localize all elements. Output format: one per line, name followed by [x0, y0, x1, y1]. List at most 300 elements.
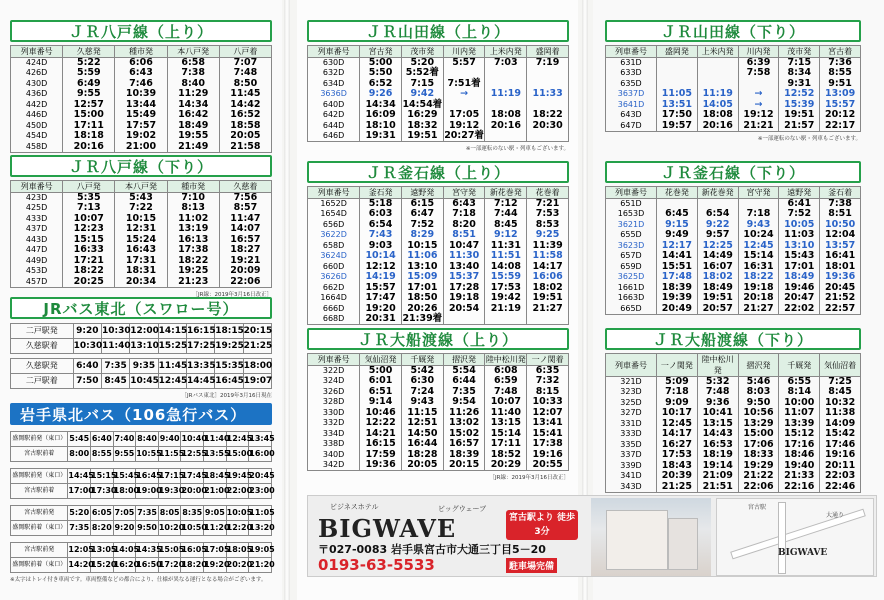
section-note: ※一部運転のない駅・列車もございます。 [465, 146, 569, 152]
time-cell: 7:38 [820, 199, 861, 210]
time-cell [485, 131, 527, 142]
time-cell: 21:21 [738, 121, 779, 132]
time-cell: 12:57 [63, 100, 115, 111]
timetable [10, 180, 272, 288]
time-cell: 8:00 [68, 447, 91, 462]
time-cell: 6:43 [443, 199, 485, 210]
time-cell: 7:19 [527, 58, 569, 69]
time-cell: 11:29 [167, 89, 219, 100]
swallow-note: ［JRバス東北］2019年3月16日現在 [181, 393, 272, 399]
column-header: 新花巻発 [697, 187, 738, 199]
table-row [308, 79, 569, 90]
time-cell: 18:02 [527, 283, 569, 294]
table-row [308, 293, 569, 304]
time-cell: 15:59 [485, 272, 527, 283]
time-cell: 9:25 [527, 230, 569, 241]
time-cell: 8:45 [820, 387, 861, 398]
table-row [308, 272, 569, 283]
train-number: 341D [606, 471, 657, 482]
time-cell: 17:11 [63, 121, 115, 132]
time-cell: 10:20 [158, 521, 181, 536]
column-header: 宮守発 [738, 187, 779, 199]
table-row [308, 220, 569, 231]
time-cell: 8:05 [158, 506, 181, 521]
table-row [11, 277, 272, 288]
time-cell: 6:40 [73, 359, 101, 374]
time-cell: 11:30 [443, 251, 485, 262]
table-row [11, 89, 272, 100]
train-number: 437D [11, 224, 63, 235]
time-cell: 14:15 [158, 324, 186, 339]
section-title: ＪＲ釜石線（上り） [307, 161, 569, 183]
time-cell: 18:52 [485, 450, 527, 461]
swallow-up-table [10, 323, 272, 354]
time-cell: 13:19 [167, 224, 219, 235]
column-header: 釜石発 [360, 187, 402, 199]
train-number: 659D [606, 262, 657, 273]
time-cell: 12:20 [226, 521, 249, 536]
time-cell [443, 314, 485, 325]
map-station-label: 宮古駅 [748, 504, 767, 511]
table-row [606, 68, 861, 79]
train-number: 666D [308, 304, 360, 315]
train-number: 647D [606, 121, 657, 132]
time-cell: 20:30 [527, 121, 569, 132]
time-cell: 17:46 [820, 440, 861, 451]
time-cell: 17:53 [657, 450, 698, 461]
table-row [308, 262, 569, 273]
header-row [11, 181, 272, 193]
time-cell: 17:30 [91, 484, 114, 499]
train-number: 327D [606, 408, 657, 419]
time-cell: 20:05 [219, 131, 271, 142]
yamada-down-section [605, 20, 861, 142]
time-cell: 12:45 [226, 432, 249, 447]
time-cell: 13:15 [697, 419, 738, 430]
time-cell: 14:35 [136, 543, 159, 558]
time-cell: 12:07 [527, 408, 569, 419]
column-header: 遠野発 [401, 187, 443, 199]
table-row [606, 209, 861, 220]
time-cell: 5:43 [115, 193, 167, 204]
time-cell: 17:11 [485, 439, 527, 450]
table-row [606, 293, 861, 304]
time-cell: 11:55 [158, 447, 181, 462]
table-row [11, 68, 272, 79]
bus-stop-label: 盛岡駅前着（東口） [11, 521, 68, 536]
train-number: 642D [308, 110, 360, 121]
time-cell: 7:24 [401, 387, 443, 398]
column-header: 一ノ関着 [527, 354, 569, 366]
time-cell: 7:22 [115, 203, 167, 214]
time-cell: 20:45 [249, 469, 272, 484]
train-number: 337D [606, 450, 657, 461]
time-cell [485, 314, 527, 325]
time-cell: 14:20 [68, 558, 91, 573]
time-cell: 6:58 [167, 58, 219, 69]
train-number: 1653D [606, 209, 657, 220]
time-cell: 16:52 [219, 110, 271, 121]
bus-stop-label: 宮古駅前発 [11, 506, 68, 521]
section-note: ※一部運転のない駅・列車もございます。 [757, 135, 861, 142]
time-cell: 15:00 [63, 110, 115, 121]
time-cell: 18:39 [657, 283, 698, 294]
time-cell: 7:46 [115, 79, 167, 90]
time-cell: 18:02 [697, 272, 738, 283]
time-cell: 16:53 [697, 440, 738, 451]
section-note: ［JR線：2019年3月16日改正］ [192, 291, 272, 298]
table-row [606, 89, 861, 100]
time-cell: 15:02 [443, 429, 485, 440]
column-header: 新花巻発 [485, 187, 527, 199]
bus-row [11, 521, 272, 536]
time-cell: 18:22 [527, 110, 569, 121]
brand-logo: BIGWAVE [318, 514, 457, 543]
time-cell: 14:09 [820, 419, 861, 430]
time-cell: 7:35 [443, 387, 485, 398]
time-cell: 15:35 [215, 359, 243, 374]
time-cell: 7:50 [73, 374, 101, 389]
table-row [606, 251, 861, 262]
time-cell: 16:57 [219, 235, 271, 246]
train-number: 3636D [308, 89, 360, 100]
table-row [308, 450, 569, 461]
time-cell: 7:44 [485, 209, 527, 220]
time-cell: 10:07 [63, 214, 115, 225]
time-cell: 22:00 [226, 484, 249, 499]
time-cell: 6:49 [63, 79, 115, 90]
time-cell: 17:45 [181, 469, 204, 484]
time-cell: 12:12 [360, 262, 402, 273]
train-number: 340D [308, 450, 360, 461]
fold-line [284, 0, 290, 600]
time-cell: 6:03 [360, 209, 402, 220]
time-cell: 10:15 [115, 214, 167, 225]
time-cell: 14:34 [167, 100, 219, 111]
time-cell: 20:29 [485, 460, 527, 471]
time-cell: 12:31 [115, 224, 167, 235]
train-number: 3624D [308, 251, 360, 262]
time-cell: 22:17 [820, 121, 861, 132]
time-cell: 8:13 [167, 203, 219, 214]
time-cell: 15:00 [226, 447, 249, 462]
train-number: 426D [11, 68, 63, 79]
time-cell: 9:09 [657, 398, 698, 409]
time-cell: 22:06 [738, 482, 779, 493]
time-cell: 10:05 [779, 220, 820, 231]
time-cell: 15:12 [779, 429, 820, 440]
time-cell: 19:51 [401, 131, 443, 142]
time-cell: 7:36 [820, 58, 861, 69]
train-number: 458D [11, 142, 63, 153]
train-number: 643D [606, 110, 657, 121]
train-number: 323D [606, 387, 657, 398]
time-cell: 18:22 [738, 272, 779, 283]
time-cell: 9:14 [360, 397, 402, 408]
time-cell: 8:29 [401, 230, 443, 241]
time-cell: 10:30 [101, 324, 129, 339]
time-cell: 21:27 [527, 304, 569, 315]
time-cell: 5:32 [697, 377, 738, 388]
timetable [605, 45, 861, 132]
table-row [606, 377, 861, 388]
table-row [308, 314, 569, 325]
time-cell: 18:49 [167, 121, 219, 132]
train-number: 324D [308, 376, 360, 387]
map-road-label: 大通り [826, 512, 845, 519]
time-cell: 13:39 [779, 419, 820, 430]
time-cell: 19:39 [657, 293, 698, 304]
time-cell: 17:15 [158, 469, 181, 484]
time-cell: 10:39 [115, 89, 167, 100]
time-cell: 10:05 [226, 506, 249, 521]
map-hotel-logo: BIGWAVE [778, 548, 828, 558]
time-cell: 18:27 [219, 245, 271, 256]
time-cell: 13:45 [249, 432, 272, 447]
time-cell: 5:00 [360, 366, 402, 377]
train-number: 457D [11, 277, 63, 288]
table-row [11, 245, 272, 256]
time-cell: 10:40 [181, 432, 204, 447]
time-cell: 10:46 [360, 408, 402, 419]
time-cell: 10:07 [485, 397, 527, 408]
table-row [308, 376, 569, 387]
time-cell: 18:39 [443, 450, 485, 461]
time-cell: 13:20 [249, 521, 272, 536]
table-row [11, 142, 272, 153]
time-cell: 9:54 [443, 397, 485, 408]
bus-stop-label: 宮古駅前発 [11, 543, 68, 558]
time-cell: 16:13 [167, 235, 219, 246]
table-row [606, 100, 861, 111]
time-cell: 17:50 [657, 110, 698, 121]
time-cell: 19:21 [219, 256, 271, 267]
time-cell: 7:48 [697, 387, 738, 398]
table-row [308, 100, 569, 111]
time-cell: 16:42 [167, 110, 219, 121]
column-header: 陸中松川発 [697, 354, 738, 377]
hotel-address: 〒027-0083 岩手県宮古市大通三丁目5－20 [318, 543, 546, 556]
time-cell: 20:20 [226, 558, 249, 573]
train-number: 339D [606, 461, 657, 472]
train-number: 668D [308, 314, 360, 325]
time-cell: 21:57 [779, 121, 820, 132]
train-number: 423D [11, 193, 63, 204]
time-cell: 18:31 [115, 266, 167, 277]
train-number: 660D [308, 262, 360, 273]
time-cell: 17:05 [443, 110, 485, 121]
bus-row [11, 447, 272, 462]
time-cell: 14:19 [360, 272, 402, 283]
time-cell: 9:55 [113, 447, 136, 462]
train-number: 328D [308, 397, 360, 408]
time-cell: 19:14 [697, 461, 738, 472]
column-header: 宮古発 [360, 46, 402, 58]
time-cell: 8:50 [219, 79, 271, 90]
time-cell: 11:03 [779, 230, 820, 241]
time-cell: 10:55 [136, 447, 159, 462]
time-cell: 11:40 [204, 432, 227, 447]
time-cell: 8:15 [527, 387, 569, 398]
time-cell: 16:29 [401, 110, 443, 121]
time-cell: 19:20 [360, 304, 402, 315]
time-cell: 6:52 [360, 79, 402, 90]
time-cell: 11:05 [249, 506, 272, 521]
time-cell: 5:09 [657, 377, 698, 388]
time-cell: 21:22 [738, 471, 779, 482]
time-cell: 6:08 [485, 366, 527, 377]
train-number: 635D [606, 79, 657, 90]
time-cell: 11:19 [697, 89, 738, 100]
time-cell: 12:51 [401, 418, 443, 429]
time-cell: 15:42 [820, 429, 861, 440]
time-cell: 11:19 [485, 89, 527, 100]
time-cell: 9:05 [204, 506, 227, 521]
section-title: ＪＲ大船渡線（上り） [307, 328, 569, 350]
time-cell: 17:53 [485, 283, 527, 294]
column-header: 茂市発 [401, 46, 443, 58]
time-cell: 18:45 [204, 469, 227, 484]
time-cell: 9:35 [130, 359, 158, 374]
section-title: ＪＲ釜石線（下り） [605, 161, 861, 183]
time-cell: 19:31 [360, 131, 402, 142]
hachinohe-down-section [10, 155, 272, 298]
bus-row [11, 469, 272, 484]
time-cell: 7:18 [443, 209, 485, 220]
time-cell: 19:46 [779, 283, 820, 294]
time-cell: 21:39着 [402, 313, 443, 324]
column-header: 一ノ関発 [657, 354, 698, 377]
time-cell: 21:20 [249, 558, 272, 573]
time-cell: 19:45 [226, 469, 249, 484]
time-cell: 13:44 [115, 100, 167, 111]
time-cell: 5:57 [443, 58, 485, 69]
column-header: 宮守発 [443, 187, 485, 199]
section-title: ＪＲ大船渡線（下り） [605, 328, 861, 350]
time-cell: 11:47 [219, 214, 271, 225]
bus-stop-label: 二戸駅着 [11, 374, 74, 389]
time-cell: 8:51 [443, 230, 485, 241]
time-cell: 19:36 [820, 272, 861, 283]
table-row [308, 230, 569, 241]
time-cell: 18:50 [401, 293, 443, 304]
time-cell: 17:28 [443, 283, 485, 294]
time-cell: 16:50 [136, 558, 159, 573]
time-cell: 20:45 [820, 283, 861, 294]
time-cell: 9:40 [158, 432, 181, 447]
time-cell: 8:55 [91, 447, 114, 462]
time-cell: 10:50 [181, 521, 204, 536]
time-cell: 20:25 [63, 277, 115, 288]
table-row [606, 304, 861, 315]
time-cell: 12:22 [360, 418, 402, 429]
time-cell: 14:43 [697, 429, 738, 440]
time-cell: 9:26 [360, 89, 402, 100]
time-cell: 6:44 [443, 376, 485, 387]
column-header: 列車番号 [11, 46, 63, 58]
train-number: 453D [11, 266, 63, 277]
time-cell [697, 68, 738, 79]
time-cell: 7:13 [63, 203, 115, 214]
table-row [11, 110, 272, 121]
brand-kana: ビッグウェーブ [438, 505, 487, 513]
time-cell: 14:08 [485, 262, 527, 273]
time-cell: 18:46 [779, 450, 820, 461]
time-cell: 7:56 [219, 193, 271, 204]
table-row [606, 110, 861, 121]
time-cell: 22:02 [779, 304, 820, 315]
time-cell: 18:49 [779, 272, 820, 283]
time-cell: 7:03 [485, 58, 527, 69]
time-cell: 12:45 [738, 241, 779, 252]
time-cell: 7:05 [113, 506, 136, 521]
time-cell: 12:23 [63, 224, 115, 235]
time-cell: 16:15 [360, 439, 402, 450]
section-title: ＪＲ八戸線（下り） [10, 155, 272, 177]
walk-badge: 宮古駅より 徒歩3分 [506, 510, 578, 540]
time-cell: 17:21 [63, 256, 115, 267]
time-cell: 18:08 [485, 110, 527, 121]
table-row [606, 440, 861, 451]
time-cell: 10:45 [130, 374, 158, 389]
column-header: 列車番号 [308, 354, 360, 366]
time-cell: 11:40 [485, 408, 527, 419]
time-cell: 22:06 [219, 277, 271, 288]
column-header: 陸中松川発 [485, 355, 526, 364]
header-row [606, 187, 861, 199]
time-cell: 9:49 [657, 230, 698, 241]
time-cell: 11:06 [401, 251, 443, 262]
time-cell: 15:49 [115, 110, 167, 121]
time-cell [485, 68, 527, 79]
time-cell: 10:00 [779, 398, 820, 409]
table-row [606, 461, 861, 472]
time-cell: 7:43 [360, 230, 402, 241]
header-row [606, 46, 861, 58]
time-cell: 15:15 [91, 469, 114, 484]
time-cell: 10:56 [738, 408, 779, 419]
column-header: 八戸着 [219, 46, 271, 58]
time-cell: 14:17 [527, 262, 569, 273]
train-number: 655D [606, 230, 657, 241]
time-cell: 19:07 [243, 374, 271, 389]
time-cell: 16:07 [697, 262, 738, 273]
section-title: ＪＲ山田線（下り） [605, 20, 861, 42]
train-number: 3623D [606, 241, 657, 252]
train-number: 3641D [606, 100, 657, 111]
time-cell: 6:54 [697, 209, 738, 220]
time-cell: 15:14 [738, 251, 779, 262]
time-cell: 6:06 [115, 58, 167, 69]
time-cell: 15:43 [779, 251, 820, 262]
time-cell: 20:16 [485, 121, 527, 132]
time-cell: 20:00 [181, 484, 204, 499]
time-cell: 19:25 [167, 266, 219, 277]
time-cell: 17:00 [68, 484, 91, 499]
time-cell: 21:09 [697, 471, 738, 482]
time-cell: 13:02 [443, 418, 485, 429]
time-cell: 5:35 [63, 193, 115, 204]
swallow-section [10, 297, 272, 399]
time-cell: 6:39 [738, 58, 779, 69]
time-cell: 22:03 [820, 471, 861, 482]
train-number: 334D [308, 429, 360, 440]
time-cell: 11:31 [485, 241, 527, 252]
time-cell: 19:51 [527, 293, 569, 304]
time-cell: 7:51着 [443, 79, 485, 90]
time-cell: 11:07 [779, 408, 820, 419]
time-cell: 16:45 [136, 469, 159, 484]
